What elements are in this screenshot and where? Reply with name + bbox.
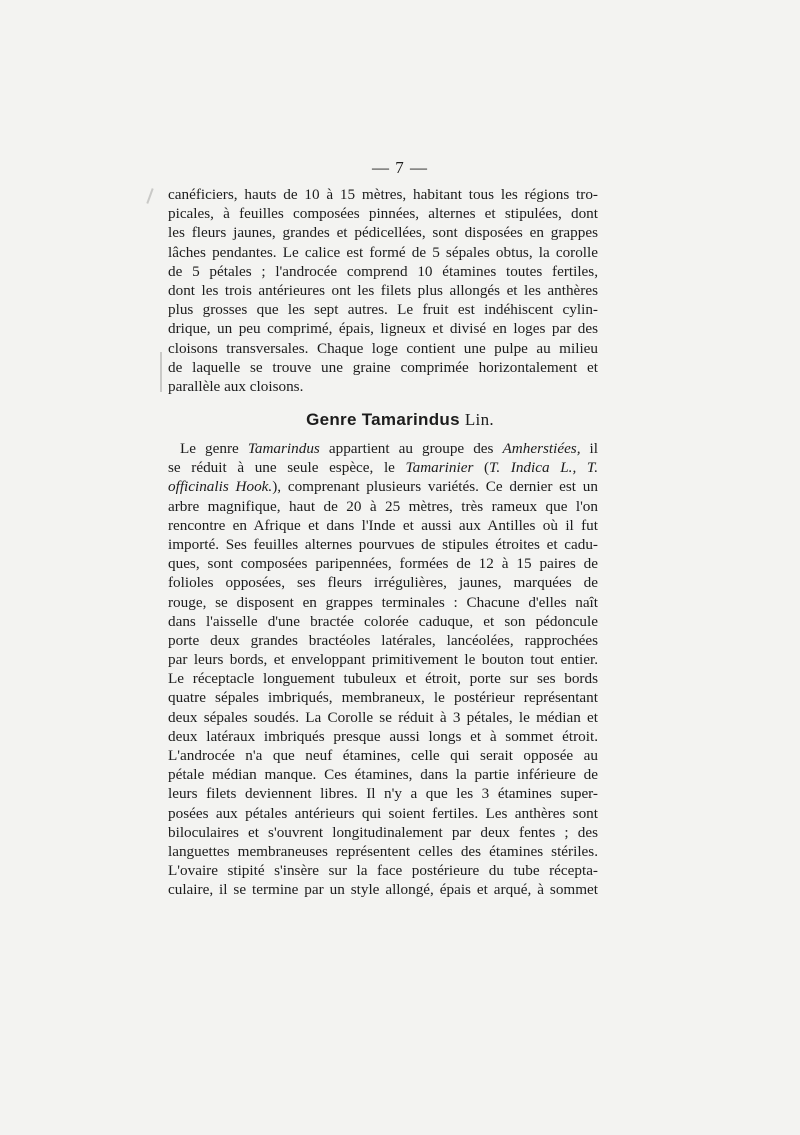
margin-scan-mark — [146, 188, 153, 204]
text-line: cloisons transversales. Chaque loge contient une pulpe au milieu — [168, 339, 598, 357]
text-line — [168, 477, 598, 496]
section-heading — [0, 410, 800, 430]
binomial-name: T. Indica L., T. — [489, 459, 598, 477]
text-line: rencontre en Afrique et dans l'Inde et aussi aux Antilles où il fut — [168, 516, 598, 534]
binomial-name: officinalis Hook. — [168, 478, 273, 496]
text-line: ques, sont composées paripennées, formées de 12 à 15 paires de — [168, 555, 598, 573]
text-line: arbre magnifique, haut de 20 à 25 mètres, très rameux que l'on — [168, 497, 598, 515]
text-line: deux latéraux imbriqués presque aussi longs et à sommet étroit. — [168, 727, 598, 745]
text-line: L'androcée n'a que neuf étamines, celle qui serait opposée au — [168, 747, 598, 764]
text-line: parallèle aux cloisons. — [168, 377, 304, 395]
text-line: dont les trois antérieures ont les filets plus allongés et les anthères — [168, 281, 598, 299]
page-number: — 7 — — [372, 158, 428, 177]
text-run: ), comprenant plusieurs variétés. Ce dernier est un — [272, 478, 598, 496]
text-line: canéficiers, hauts de 10 à 15 mètres, habitant tous les régions tro- — [168, 186, 598, 203]
text-line: posées aux pétales antérieurs qui soient fertiles. Les anthères sont — [168, 804, 598, 822]
text-line — [168, 900, 598, 919]
text-line: languettes membraneuses représentent celles des étamines stériles. — [168, 842, 598, 860]
text-line: dans l'aisselle d'une bractée colorée caduque, et son pédoncule — [168, 612, 598, 630]
heading-title: Genre Tamarindus — [306, 410, 460, 429]
text-line: plus grosses que les sept autres. Le fruit est indéhiscent cylin- — [168, 301, 598, 319]
text-line: de laquelle se trouve une graine comprimée horizontalement et — [168, 358, 598, 376]
text-line: folioles opposées, ses fleurs irrégulières, jaunes, marquées de — [168, 574, 598, 592]
text-run: ( — [473, 459, 490, 477]
text-line: Le réceptacle longuement tubuleux et étroit, porte sur ses bords — [168, 670, 598, 688]
text-line: biloculaires et s'ouvrent longitudinalement par deux fentes ; des — [168, 823, 598, 841]
text-line: rouge, se disposent en grappes terminales : Chacune d'elles naît — [168, 593, 598, 611]
paragraph-2 — [168, 439, 598, 938]
text-run: se réduit à une seule espèce, le — [168, 459, 406, 477]
text-line: de 5 pétales ; l'androcée comprend 10 étamines toutes fertiles, — [168, 262, 598, 280]
text-line: drique, un peu comprimé, épais, ligneux et divisé en loges par des — [168, 320, 598, 338]
text-run: Le genre — [180, 440, 248, 457]
text-line: porte deux grandes bractéoles latérales, lancéolées, rapprochées — [168, 631, 598, 649]
species-name: Tamarinier — [405, 459, 474, 477]
text-line: quatre sépales imbriqués, membraneux, le postérieur représentant — [168, 689, 598, 707]
margin-scan-mark — [160, 352, 162, 392]
text-line: par leurs bords, et enveloppant primitivement le bouton tout entier. — [168, 651, 598, 669]
text-line: pétale médian manque. Ces étamines, dans la partie inférieure de — [168, 766, 598, 784]
text-line: deux sépales soudés. La Corolle se réduit à 3 pétales, le médian et — [168, 708, 598, 726]
text-line: importé. Ses feuilles alternes pourvues de stipules étroites et cadu- — [168, 535, 598, 553]
text-line: leurs filets deviennent libres. Il n'y a que les 3 étamines super- — [168, 785, 598, 803]
text-line — [168, 458, 598, 477]
text-line: picales, à feuilles composées pinnées, alternes et stipulées, dont — [168, 205, 598, 223]
paragraph-1 — [168, 185, 598, 396]
text-line: lâches pendantes. Le calice est formé de 5 sépales obtus, la corolle — [168, 243, 598, 261]
heading-author: Lin. — [464, 410, 494, 429]
text-line: les fleurs jaunes, grandes et pédicellées, sont disposées en grappes — [168, 224, 598, 242]
text-line: L'ovaire stipité s'insère sur la face postérieure du tube récepta- — [168, 862, 598, 880]
text-line — [168, 439, 598, 458]
text-run: appartient au groupe des — [319, 440, 503, 457]
text-line — [168, 919, 598, 938]
group-name: Amherstiées, — [502, 440, 581, 457]
text-line: culaire, il se termine par un style allongé, épais et arqué, à sommet — [168, 881, 598, 899]
genus-name: Tamarindus — [247, 440, 320, 457]
text-run: il — [580, 440, 598, 457]
